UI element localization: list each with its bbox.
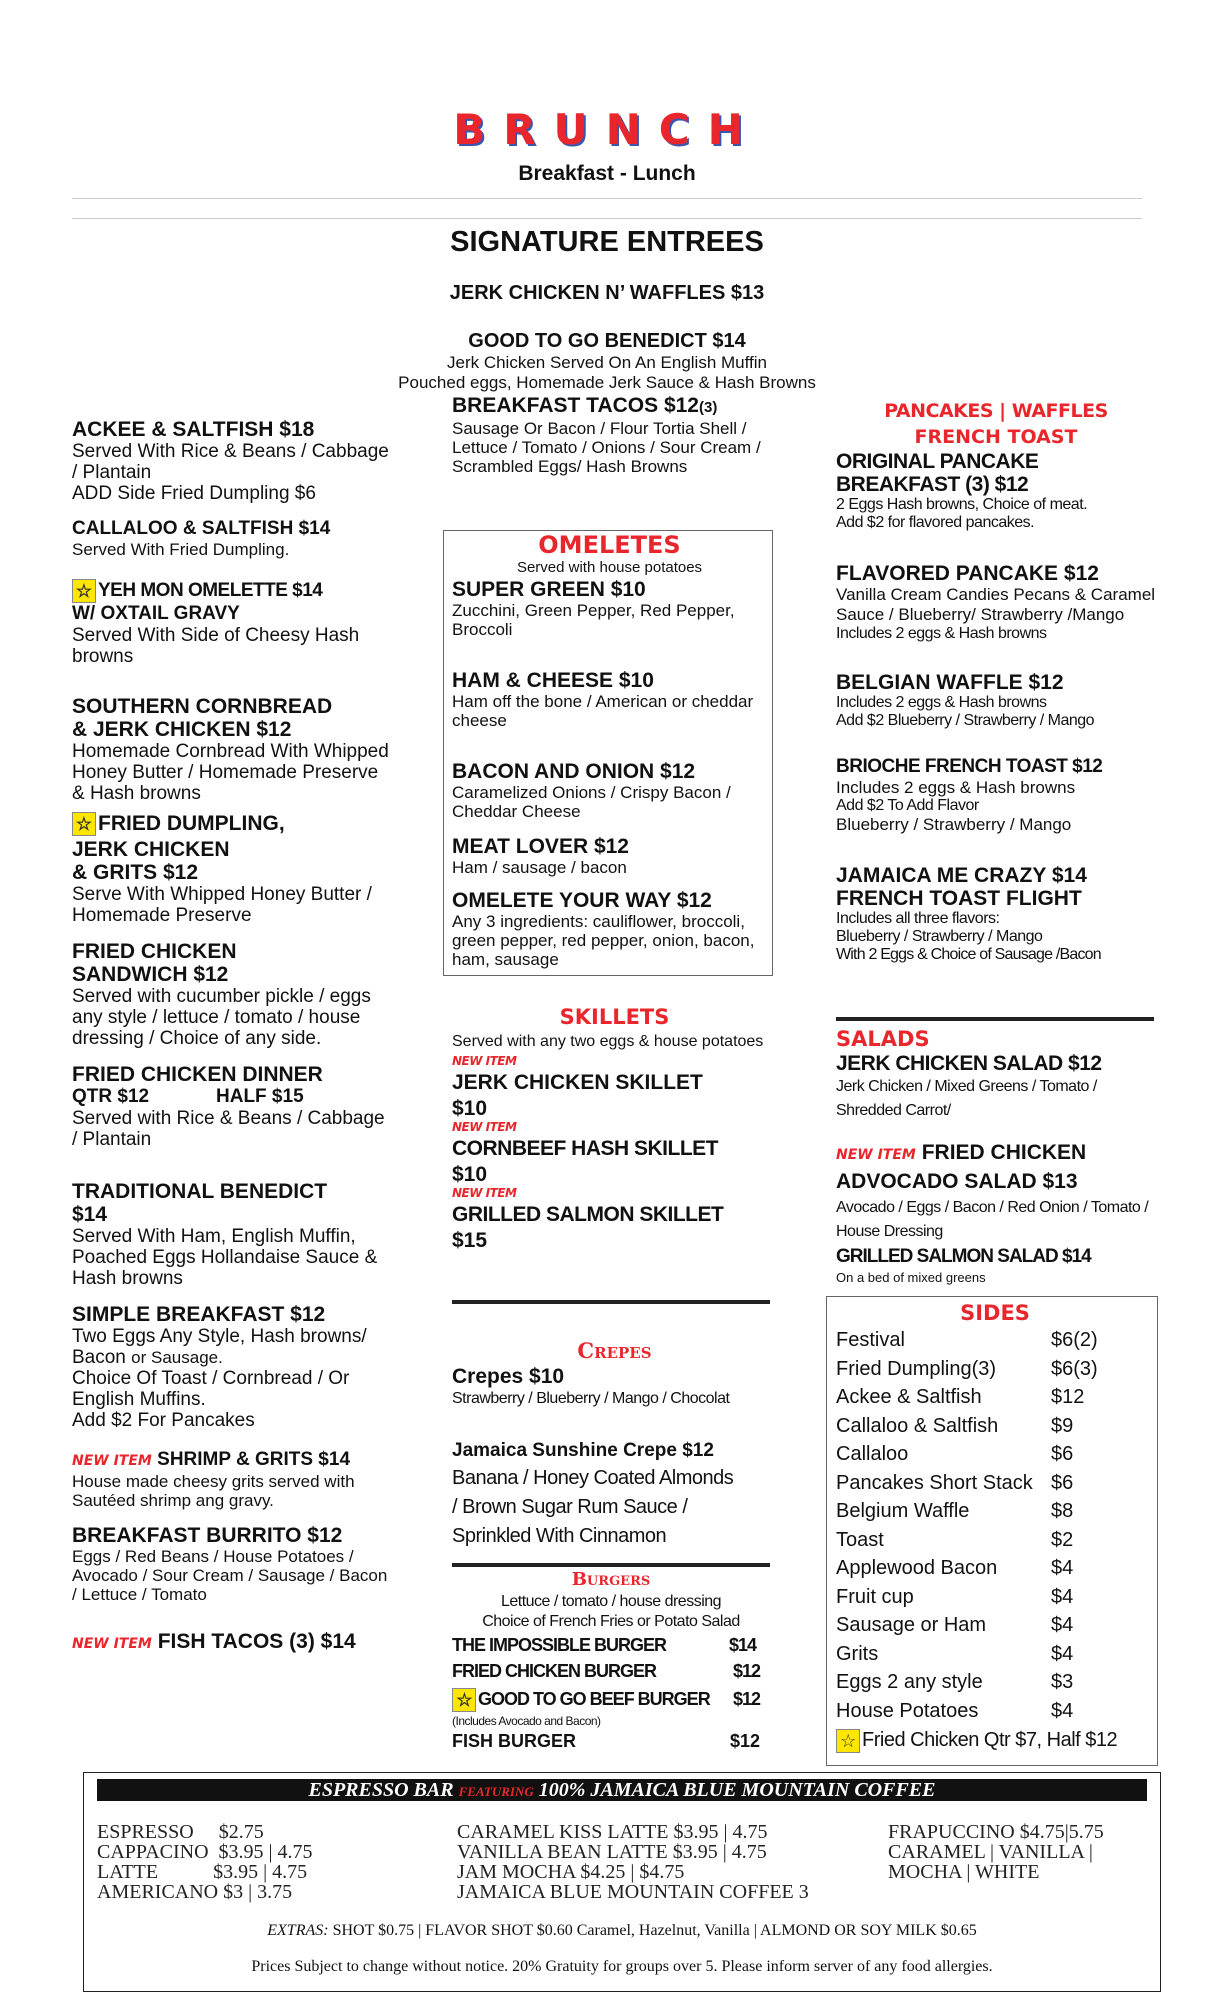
new-item-badge: NEW ITEM (72, 1453, 152, 1469)
burgers-subtitle: Choice of French Fries or Potato Salad (482, 1613, 740, 1630)
item-price: $15 (452, 1229, 488, 1252)
side-item (836, 1440, 1154, 1469)
side-item (836, 1640, 1154, 1669)
menu-item (452, 760, 767, 821)
item-desc: Strawberry / Blueberry / Mango / Chocolat (452, 1390, 730, 1407)
menu-item (452, 669, 767, 730)
star-icon: ☆ (72, 812, 96, 836)
side-price: $6 (1051, 1471, 1074, 1494)
menu-item (72, 810, 392, 926)
item-title: BELGIAN WAFFLE $12 (836, 671, 1064, 694)
item-title: CALLALOO & SALTFISH $14 (72, 518, 331, 539)
item-desc: Eggs / Red Beans / House Potatoes / Avocado / Sour Cream / Sausage / Bacon / Lettuce / Tomato (72, 1547, 388, 1604)
side-price: $4 (1051, 1614, 1074, 1636)
side-item (836, 1326, 1154, 1355)
menu-item (836, 562, 1156, 643)
item-desc: Serve With Whipped Honey Butter / Homemade Preserve (72, 884, 372, 926)
item-title: JERK CHICKEN SKILLET (452, 1071, 703, 1094)
espresso-col-3 (888, 1822, 1158, 1882)
extras-text: SHOT $0.75 | FLAVOR SHOT $0.60 Caramel, Hazelnut, Vanilla | ALMOND OR SOY MILK $0.65 (332, 1922, 977, 1939)
menu-subtitle: Breakfast - Lunch (518, 162, 696, 185)
side-name: Grits (836, 1642, 879, 1665)
side-item (836, 1412, 1154, 1441)
menu-item (72, 1180, 392, 1289)
coffee-item: CARAMEL | VANILLA | (888, 1841, 1093, 1863)
menu-item (72, 579, 392, 667)
item-title: GRILLED SALMON SALAD $14 (836, 1246, 1091, 1267)
side-price: $3 (1051, 1671, 1074, 1693)
side-item (836, 1497, 1154, 1526)
item-desc: Served With Rice & Beans / Cabbage / Plantain (72, 441, 389, 483)
side-name: Callaloo (836, 1443, 909, 1465)
side-name: Belgium Waffle (836, 1500, 970, 1522)
side-item (836, 1611, 1154, 1640)
extras-line (83, 1922, 1161, 1940)
menu-item (836, 450, 1156, 532)
item-desc: Two Eggs Any Style, Hash browns/ Bacon (72, 1326, 367, 1368)
item-desc: Served with cucumber pickle / eggs any style / lettuce / tomato / house dressing / Choice of any side. (72, 986, 371, 1049)
menu-item (836, 671, 1156, 730)
item-price: $14 (728, 1635, 756, 1655)
side-price: $6(3) (1051, 1357, 1098, 1380)
item-desc: Served With Side of Cheesy Hash browns (72, 625, 360, 667)
side-name: Sausage or Ham (836, 1614, 987, 1636)
menu-item (72, 418, 392, 504)
section-title: SIGNATURE ENTREES (450, 226, 764, 258)
divider (72, 198, 1142, 199)
coffee-item: ESPRESSO $2.75 (97, 1821, 264, 1843)
new-item-badge: NEW ITEM (452, 1186, 517, 1200)
item-title: FRIED DUMPLING, (98, 812, 285, 835)
item-desc: Ham off the bone / American or cheddar cheese (452, 692, 754, 730)
item-desc: Homemade Cornbread With Whipped Honey Butter / Homemade Preserve & Hash browns (72, 741, 389, 804)
item-desc: (Includes Avocado and Bacon) (452, 1714, 601, 1728)
side-item (836, 1697, 1154, 1726)
item-title: SANDWICH $12 (72, 963, 229, 986)
item-title: CORNBEEF HASH SKILLET (452, 1137, 719, 1160)
jerk-waffles-title: JERK CHICKEN N’ WAFFLES $13 (449, 282, 765, 304)
item-desc: Includes all three flavors: (836, 910, 1000, 927)
item-title: SUPER GREEN $10 (452, 578, 646, 601)
star-icon: ☆ (452, 1688, 476, 1712)
side-name: Pancakes Short Stack (836, 1471, 1033, 1494)
item-desc: Sausage Or Bacon / Flour Tortia Shell / Lettuce / Tomato / Onions / Sour Cream / Scrambled Eggs/ Hash Browns (452, 419, 761, 476)
burgers-section (452, 1568, 770, 1754)
side-name: Fruit cup (836, 1585, 914, 1608)
item-title: BREAKFAST TACOS $12 (452, 394, 699, 417)
side-price: $9 (1051, 1414, 1074, 1437)
item-title: GRILLED SALMON SKILLET (452, 1203, 724, 1226)
divider (836, 1017, 1154, 1021)
side-name: Toast (836, 1528, 884, 1551)
item-title: FRIED CHICKEN BURGER (452, 1661, 657, 1681)
item-title: & GRITS $12 (72, 861, 199, 884)
item-title: FRIED CHICKEN DINNER (72, 1063, 323, 1086)
item-title: SOUTHERN CORNBREAD (72, 695, 333, 718)
item-title: FRENCH TOAST FLIGHT (836, 887, 1082, 910)
side-name: Fried Dumpling(3) (836, 1357, 997, 1380)
item-title: MEAT LOVER $12 (452, 835, 629, 858)
item-desc: ADD Side Fried Dumpling $6 (72, 483, 316, 504)
item-desc: Zucchini, Green Pepper, Red Pepper, Broccoli (452, 601, 735, 639)
item-title: GOOD TO GO BEEF BURGER (478, 1689, 710, 1709)
item-title: ACKEE & SALTFISH $18 (72, 418, 315, 441)
omelets-heading: OMELETES (538, 531, 681, 559)
menu-item (72, 518, 392, 559)
new-item-badge: NEW ITEM (836, 1147, 916, 1163)
item-title: THE IMPOSSIBLE BURGER (452, 1635, 667, 1655)
item-title: BACON AND ONION $12 (452, 760, 696, 783)
menu-item (452, 578, 767, 639)
espresso-heading: ESPRESSO BAR (308, 1779, 454, 1801)
item-title: W/ OXTAIL GRAVY (72, 603, 240, 624)
item-desc: Includes 2 eggs & Hash browns (836, 778, 1076, 797)
item-title: FRIED CHICKEN (921, 1141, 1087, 1164)
item-title: SHRIMP & GRITS $14 (157, 1449, 351, 1470)
salads-section (836, 1026, 1156, 1285)
menu-item (72, 1524, 392, 1604)
item-desc: Includes 2 eggs & Hash browns (836, 625, 1047, 642)
menu-item (836, 756, 1156, 834)
extras-label: EXTRAS: (267, 1922, 329, 1939)
omelets-subtitle: Served with house potatoes (516, 559, 703, 576)
side-item (836, 1469, 1154, 1498)
coffee-item: JAMAICA BLUE MOUNTAIN COFFEE 3 (457, 1881, 809, 1903)
espresso-col-2 (457, 1822, 877, 1902)
new-item-badge: NEW ITEM (452, 1054, 517, 1068)
item-desc: 2 Eggs Hash browns, Choice of meat. (836, 496, 1088, 513)
item-desc: Caramelized Onions / Crispy Bacon / Cheddar Cheese (452, 783, 731, 821)
item-desc: Add $2 for flavored pancakes. (836, 514, 1035, 531)
menu-item (72, 1630, 392, 1656)
side-item: Fried Chicken Qtr $7, Half $12 (862, 1729, 1118, 1751)
coffee-item: JAM MOCHA $4.25 | $4.75 (457, 1861, 685, 1883)
menu-title: BRUNCH (453, 105, 761, 154)
espresso-col-1 (97, 1822, 437, 1902)
coffee-item: MOCHA | WHITE (888, 1861, 1040, 1883)
side-item (836, 1554, 1154, 1583)
left-column (72, 418, 392, 1670)
coffee-item: CAPPACINO $3.95 | 4.75 (97, 1841, 313, 1863)
item-title: FRIED CHICKEN (72, 940, 237, 963)
item-desc: Add $2 To Add Flavor (836, 797, 979, 814)
coffee-item: VANILLA BEAN LATTE $3.95 | 4.75 (457, 1841, 767, 1863)
star-icon: ☆ (836, 1729, 860, 1753)
item-price: $12 (729, 1731, 760, 1751)
item-title: JAMAICA ME CRAZY $14 (836, 864, 1087, 887)
side-price: $4 (1051, 1585, 1074, 1608)
espresso-banner (97, 1779, 1147, 1801)
side-item (836, 1383, 1154, 1412)
burgers-heading: Burgers (571, 1569, 651, 1590)
item-desc: Add $2 For Pancakes (72, 1410, 255, 1431)
skillets-heading: SKILLETS (559, 1005, 670, 1029)
side-name: Applewood Bacon (836, 1557, 998, 1579)
new-item-badge: NEW ITEM (72, 1636, 152, 1652)
right-column (836, 398, 1156, 964)
menu-item (72, 1063, 392, 1150)
side-item (836, 1668, 1154, 1697)
benedict-title: GOOD TO GO BENEDICT $14 (468, 330, 746, 352)
side-name: Ackee & Saltfish (836, 1386, 982, 1408)
item-desc: Served With Ham, English Muffin, Poached Eggs Hollandaise Sauce & Hash browns (72, 1226, 378, 1289)
divider (452, 1563, 770, 1567)
item-desc: Sprinkled With Cinnamon (452, 1525, 667, 1547)
item-desc: Blueberry / Strawberry / Mango (836, 815, 1072, 834)
side-price: $4 (1051, 1557, 1074, 1579)
divider (72, 218, 1142, 219)
item-desc: On a bed of mixed greens (836, 1270, 986, 1285)
item-title: ORIGINAL PANCAKE (836, 450, 1039, 473)
salads-heading: SALADS (836, 1027, 930, 1051)
side-price: $12 (1051, 1386, 1085, 1408)
item-title: OMELETE YOUR WAY $12 (452, 889, 712, 912)
skillets-subtitle: Served with any two eggs & house potatoes (452, 1033, 764, 1050)
menu-item (836, 864, 1156, 964)
item-desc: Avocado / Eggs / Bacon / Red Onion / Tomato / House Dressing (836, 1199, 1149, 1240)
item-title: JERK CHICKEN (72, 838, 230, 861)
item-title: BREAKFAST BURRITO $12 (72, 1524, 343, 1547)
item-title: SIMPLE BREAKFAST $12 (72, 1303, 326, 1326)
item-price: $12 (732, 1689, 760, 1709)
breakfast-tacos (452, 394, 782, 476)
item-title: FLAVORED PANCAKE $12 (836, 562, 1099, 585)
side-price: $8 (1051, 1500, 1074, 1522)
side-price: $2 (1051, 1528, 1074, 1551)
item-desc: With 2 Eggs & Choice of Sausage /Bacon (836, 946, 1101, 963)
burgers-subtitle: Lettuce / tomato / house dressing (500, 1593, 722, 1610)
item-price: $10 (452, 1097, 488, 1120)
side-item (836, 1526, 1154, 1555)
side-price: $6 (1051, 1443, 1074, 1465)
menu-item (452, 889, 767, 969)
item-price: $10 (452, 1163, 488, 1186)
side-item (836, 1355, 1154, 1384)
sides-heading: SIDES (960, 1301, 1030, 1325)
menu-item (72, 940, 392, 1049)
item-desc: Choice Of Toast / Cornbread / Or English Muffins. (72, 1368, 350, 1410)
item-desc: Banana / Honey Coated Almonds (452, 1467, 734, 1489)
item-price: HALF $15 (216, 1086, 304, 1107)
coffee-item: AMERICANO $3 | 3.75 (97, 1881, 293, 1903)
item-title: BREAKFAST (3) $12 (836, 473, 1029, 496)
item-price: $12 (732, 1661, 760, 1681)
sides-section (836, 1300, 1154, 1755)
item-title: HAM & CHEESE $10 (452, 669, 654, 692)
item-desc: House made cheesy grits served with Sautéed shrimp ang gravy. (72, 1472, 355, 1510)
item-title: BRIOCHE FRENCH TOAST $12 (836, 756, 1103, 777)
side-price: $4 (1051, 1699, 1074, 1722)
benedict-desc: Pouched eggs, Homemade Jerk Sauce & Hash Browns (398, 373, 816, 392)
omelets-section (452, 532, 767, 969)
espresso-heading: 100% JAMAICA BLUE MOUNTAIN COFFEE (538, 1779, 936, 1801)
side-price: $4 (1051, 1642, 1074, 1665)
item-title: YEH MON OMELETTE $14 (98, 580, 323, 602)
item-desc: Served with Rice & Beans / Cabbage / Plantain (72, 1108, 385, 1150)
item-desc: / Brown Sugar Rum Sauce / (452, 1496, 688, 1518)
item-title: FISH BURGER (452, 1731, 577, 1751)
benedict-desc: Jerk Chicken Served On An English Muffin (446, 353, 767, 372)
item-desc: Vanilla Cream Candies Pecans & Caramel Sauce / Blueberry/ Strawberry /Mango (836, 585, 1156, 624)
crepes-heading: Crepes (577, 1338, 652, 1363)
pancakes-heading: PANCAKES | WAFFLES (884, 400, 1108, 422)
coffee-item: LATTE $3.95 | 4.75 (97, 1861, 308, 1883)
new-item-badge: NEW ITEM (452, 1120, 517, 1134)
side-name: Eggs 2 any style (836, 1671, 983, 1693)
side-price: $6(2) (1051, 1329, 1098, 1351)
item-desc: Jerk Chicken / Mixed Greens / Tomato / Shredded Carrot/ (836, 1078, 1097, 1119)
star-icon: ☆ (72, 579, 96, 603)
item-title: Jamaica Sunshine Crepe $12 (452, 1440, 714, 1461)
menu-item (72, 695, 392, 804)
pancakes-heading: FRENCH TOAST (914, 426, 1078, 448)
item-desc: Blueberry / Strawberry / Mango (836, 928, 1043, 945)
item-title: $14 (72, 1203, 108, 1226)
item-title: Crepes $10 (452, 1365, 565, 1388)
item-desc: Served With Fried Dumpling. (72, 540, 290, 559)
item-title: (3) (699, 399, 718, 416)
menu-item (72, 1449, 392, 1510)
coffee-item: FRAPUCCINO $4.75|5.75 (888, 1821, 1104, 1843)
side-item (836, 1583, 1154, 1612)
crepes-section (452, 1338, 777, 1551)
item-title: FISH TACOS (3) $14 (157, 1630, 356, 1653)
item-title: & JERK CHICKEN $12 (72, 718, 292, 741)
footer-note: Prices Subject to change without notice. 20% Gratuity for groups over 5. Please inform server of any food allergies. (251, 1958, 993, 1975)
item-desc: Ham / sausage / bacon (452, 858, 627, 877)
divider (452, 1300, 770, 1304)
side-name: Festival (836, 1329, 905, 1351)
item-desc: Includes 2 eggs & Hash browns (836, 694, 1047, 711)
sides-list (836, 1326, 1154, 1725)
menu-item (452, 835, 767, 877)
item-title: TRADITIONAL BENEDICT (72, 1180, 328, 1203)
item-desc: Any 3 ingredients: cauliflower, broccoli, green pepper, red pepper, onion, bacon, ham, sausage (452, 912, 755, 969)
item-desc: Add $2 Blueberry / Strawberry / Mango (836, 712, 1095, 729)
side-name: Callaloo & Saltfish (836, 1414, 999, 1437)
menu-item (72, 1303, 392, 1431)
item-title: ADVOCADO SALAD $13 (836, 1170, 1078, 1193)
coffee-item: CARAMEL KISS LATTE $3.95 | 4.75 (457, 1821, 768, 1843)
item-desc: or Sausage. (131, 1348, 223, 1367)
item-title: JERK CHICKEN SALAD $12 (836, 1052, 1102, 1075)
skillets-section (452, 1004, 777, 1252)
side-name: House Potatoes (836, 1699, 979, 1722)
espresso-heading: FEATURING (458, 1784, 534, 1799)
item-price: QTR $12 (72, 1086, 150, 1107)
